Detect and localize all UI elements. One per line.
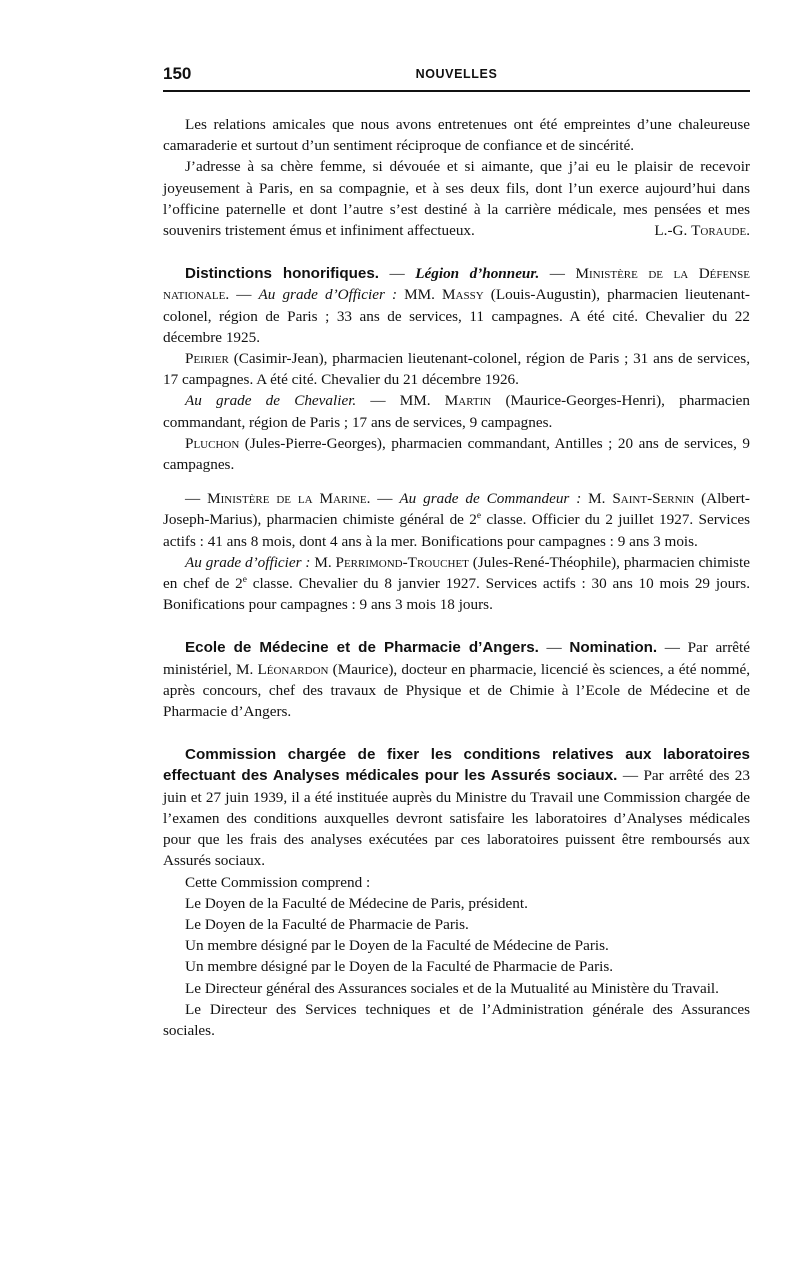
dash: — — [185, 490, 208, 508]
massy-text: (Louis-Augustin), pharmacien lieutenant-colonel, région de Paris ; 33 ans de services, 11 campagnes. A été cité. Chevalier du 22 décembre 1925. — [163, 286, 750, 346]
angers-text-2: (Maurice), docteur en pharmacie, licencié ès sciences, a été nommé, après concours, chef des travaux de Physique et de Chimie à l’Ecole de Médecine et de Pharmacie d’Angers. — [163, 660, 750, 721]
commission-intro: Cette Commission comprend : — [185, 873, 371, 891]
m-label: M. — [581, 490, 613, 508]
commission-paragraph — [163, 744, 750, 871]
perrimond-text-2: classe. Chevalier du 8 janvier 1927. Services actifs : 30 ans 10 mois 29 jours. Bonifications pour campagnes : 9 ans 3 mois 18 jours. — [163, 575, 750, 614]
ministry-marine: Ministère de la Marine. — [207, 490, 371, 508]
distinctions-heading-paragraph — [163, 263, 750, 348]
mm-label: — MM. — [356, 392, 445, 410]
peirier-text: (Casimir-Jean), pharmacien lieutenant-colonel, région de Paris ; 31 ans de services, 17 campagnes. A été cité. Chevalier du 21 décembre 1926. — [163, 350, 750, 389]
commission-member: Le Doyen de la Faculté de Médecine de Paris, président. — [185, 894, 528, 912]
saint-sernin-text-2: classe. Officier du 2 juillet 1927. Services actifs : 41 ans 8 mois, dont 4 ans à la mer. Bonifications pour campagnes : 9 ans 3 mois. — [163, 511, 750, 550]
running-title: NOUVELLES — [415, 67, 498, 81]
commission-member: Le Directeur général des Assurances sociales et de la Mutualité au Ministère du Travail. — [185, 979, 719, 997]
commission-title: Commission chargée de fixer les conditions relatives aux laboratoires effectuant des Analyses médicales pour les Assurés sociaux. — [163, 746, 750, 785]
perrimond-name: Perrimond-Trouchet — [335, 553, 469, 571]
dash: — — [370, 490, 400, 508]
chevalier-entry — [163, 390, 750, 432]
legion-honneur-title: Légion d’honneur. — [415, 265, 540, 283]
peirier-name: Peirier — [185, 350, 229, 368]
dash: — — [379, 265, 416, 283]
letter-paragraph-1: Les relations amicales que nous avons entretenues ont été empreintes d’une chaleureuse camaraderie et surtout d’un sentiment réciproque de confiance et de sincérité. — [163, 116, 750, 155]
angers-subtitle: Nomination. — [569, 639, 658, 657]
leonardon-name: Léonardon — [257, 660, 329, 678]
commission-member: Le Directeur des Services techniques et de l’Administration générale des Assurances sociales. — [163, 1000, 750, 1039]
m-label: M. — [310, 553, 336, 571]
martin-name: Martin — [444, 392, 492, 410]
grade-officier-label-2: Au grade d’officier : — [185, 553, 311, 571]
mm-label: MM. — [397, 286, 443, 304]
commission-member: Un membre désigné par le Doyen de la Faculté de Pharmacie de Paris. — [185, 958, 614, 976]
dash: — — [229, 286, 259, 304]
pluchon-entry — [163, 433, 750, 475]
signature — [632, 220, 750, 241]
distinctions-title: Distinctions honorifiques. — [185, 265, 380, 283]
angers-paragraph — [163, 637, 750, 722]
ministry-defense: Ministère de la Défense nationale. — [163, 265, 751, 304]
perrimond-text-1: (Jules-René-Théophile), pharmacien chimiste en chef de 2 — [163, 553, 750, 593]
pluchon-name: Pluchon — [185, 434, 240, 452]
saint-sernin-name: Saint-Sernin — [612, 490, 695, 508]
page-header — [163, 64, 750, 92]
peirier-entry — [163, 348, 750, 390]
commission-text: — Par arrêté des 23 juin et 27 juin 1939, il a été instituée auprès du Ministre du Travail une Commission chargée de l’examen des conditions auxquelles devront satisfaire les laboratoires d’Analyses médicales pour que les frais des analyses exécutées par ces laboratoires puissent être remboursés aux Assurés sociaux. — [163, 767, 750, 870]
grade-commandeur-label: Au grade de Commandeur : — [399, 490, 582, 508]
marine-entry — [163, 488, 750, 552]
commission-member: Un membre désigné par le Doyen de la Faculté de Médecine de Paris. — [185, 937, 609, 955]
saint-sernin-text-1: (Albert-Joseph-Marius), pharmacien chimiste général de 2 — [163, 490, 750, 529]
massy-name: Massy — [442, 286, 484, 304]
letter-paragraph-2-text: J’adresse à sa chère femme, si dévouée et si aimante, que j’ai eu le plaisir de recevoir joyeusement à Paris, en sa compagnie, et à ses deux fils, dont l’un exerce aujourd’hui dans l’officine paternelle et dont l’autre s’est destiné à la carrière médicale, mes pensées et mes souvenirs tristement émus et infiniment affectueux. — [163, 158, 750, 240]
martin-text: (Maurice-Georges-Henri), pharmacien commandant, région de Paris ; 17 ans de services, 9 campagnes. — [163, 392, 751, 431]
perrimond-entry — [163, 552, 750, 616]
dash: — — [539, 265, 576, 283]
commission-member: Le Doyen de la Faculté de Pharmacie de Paris. — [185, 915, 469, 933]
dash: — — [538, 639, 570, 657]
letter-paragraph-2 — [163, 156, 750, 241]
grade-chevalier-label: Au grade de Chevalier. — [185, 392, 357, 410]
angers-text-1: — Par arrêté ministériel, M. — [163, 639, 751, 678]
grade-officier-label: Au grade d’Officier : — [258, 286, 398, 304]
angers-title: Ecole de Médecine et de Pharmacie d’Angers. — [185, 639, 539, 657]
page-number: 150 — [163, 64, 192, 83]
page-body — [163, 114, 750, 1041]
superscript-e: e — [476, 511, 482, 522]
superscript-e: e — [242, 575, 247, 585]
signature-initials: L.-G. — [654, 222, 688, 240]
signature-name: Toraude. — [691, 222, 750, 240]
pluchon-text: (Jules-Pierre-Georges), pharmacien commandant, Antilles ; 20 ans de services, 9 campagnes. — [163, 434, 750, 474]
